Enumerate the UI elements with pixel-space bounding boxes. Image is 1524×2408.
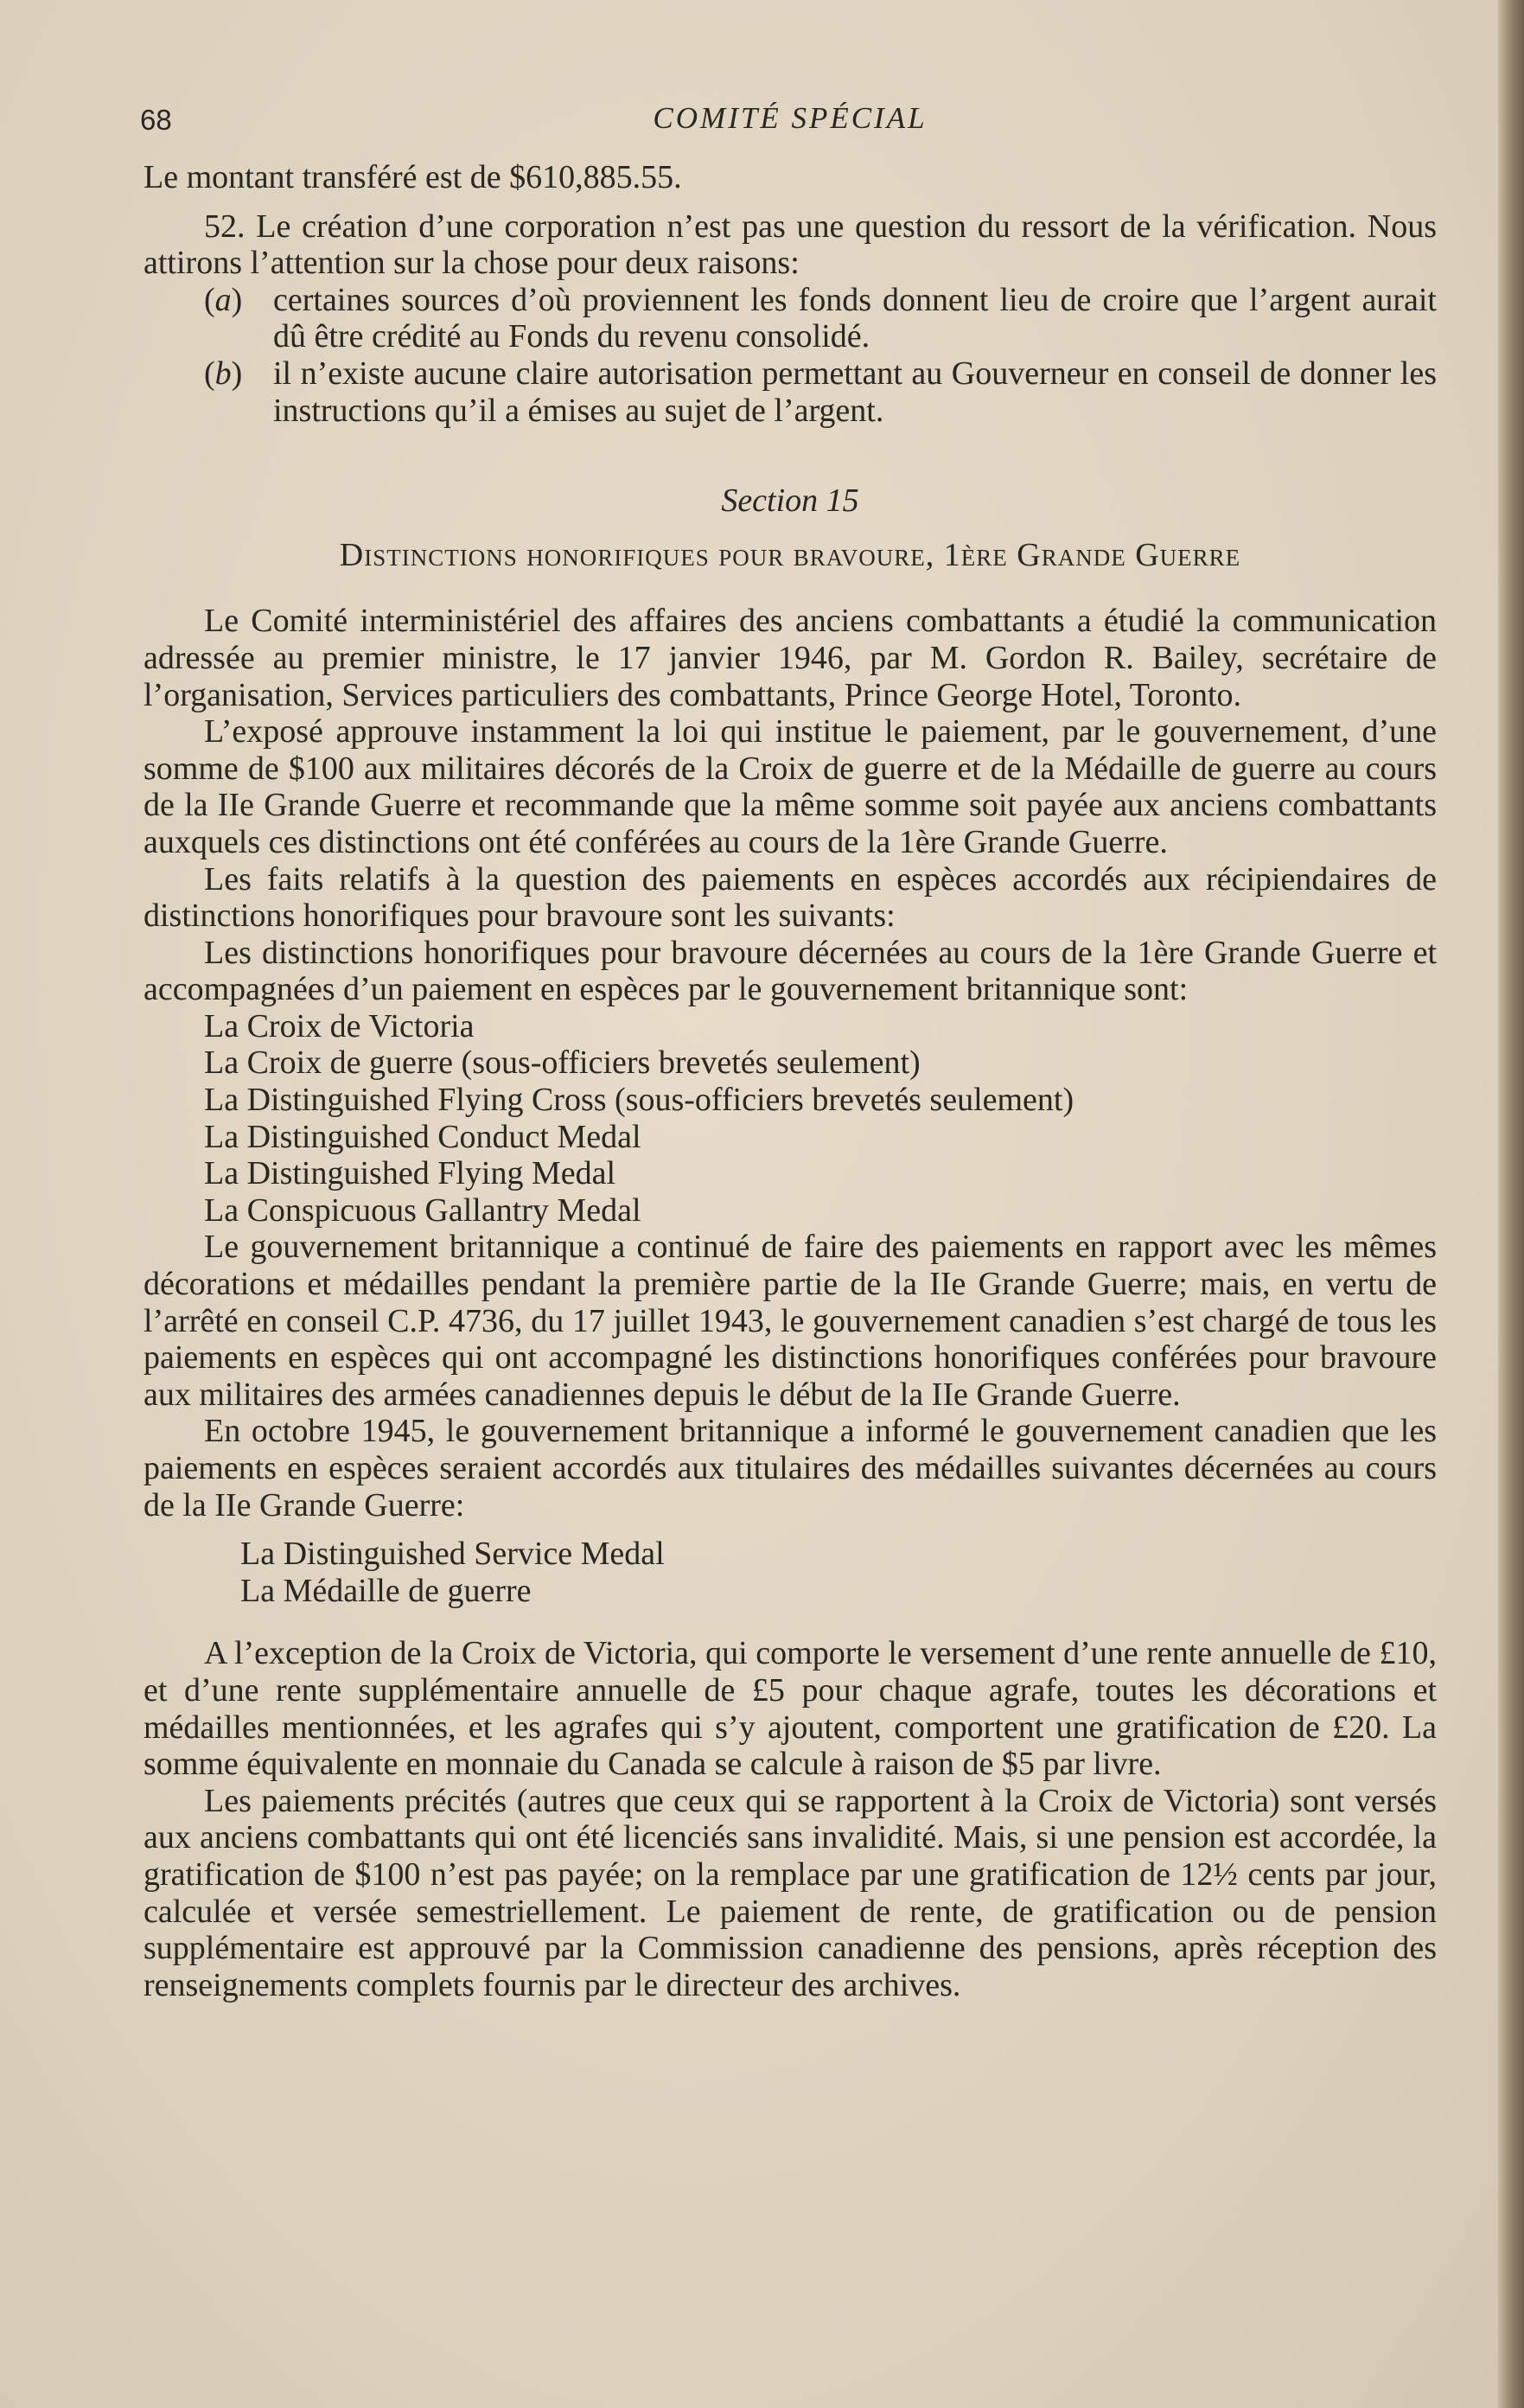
page-number: 68 <box>140 104 172 136</box>
clause-marker: (a) <box>204 281 243 318</box>
clause-text: certaines sources d’où proviennent les fonds donnent lieu de croire que l’argent aurait dû être crédité au Fonds du revenu consolidé. <box>273 281 1437 355</box>
ww1-decorations-list <box>143 1008 1437 1230</box>
list-item: La Distinguished Flying Medal <box>204 1155 616 1192</box>
paragraph-52: 52. Le création d’une corporation n’est pas une question du ressort de la vérification. Nous attirons l’attention sur la chose pour deux raisons: <box>143 208 1437 282</box>
list-item: La Médaille de guerre <box>240 1572 532 1609</box>
running-head: COMITÉ SPÉCIAL <box>653 101 928 135</box>
paragraph: A l’exception de la Croix de Victoria, qui comporte le versement d’une rente annuelle de £10, et d’une rente supplémentaire annuelle de £5 pour chaque agrafe, toutes les décorations et médailles mentionnées, et les agrafes qui s’y ajoutent, comportent une gratification de £20. La somme équivalente en monnaie du Canada se calcule à raison de $5 par livre. <box>143 1635 1437 1783</box>
list-item: La Distinguished Conduct Medal <box>204 1118 641 1155</box>
book-spine-shadow <box>1498 0 1524 2408</box>
ww2-medals-list <box>143 1536 1437 1609</box>
list-item: La Distinguished Flying Cross (sous-officiers brevetés seulement) <box>204 1082 1074 1119</box>
list-item: La Croix de Victoria <box>204 1007 475 1044</box>
paragraph: Les distinctions honorifiques pour bravoure décernées au cours de la 1ère Grande Guerre et accompagnées d’un paiement en espèces par le gouvernement britannique sont: <box>143 934 1437 1008</box>
page-header <box>140 86 1437 159</box>
paragraph: Le Comité interministériel des affaires des anciens combattants a étudié la communication adressée au premier ministre, le 17 janvier 1946, par M. Gordon R. Bailey, secrétaire de l’organisation, Services particuliers des combattants, Prince George Hotel, Toronto. <box>143 603 1437 713</box>
clause-marker: (b) <box>204 354 243 392</box>
clause-text: il n’existe aucune claire autorisation permettant au Gouverneur en conseil de donner les instructions qu’il a émises au sujet de l’argent. <box>273 354 1437 429</box>
section-heading: Distinctions honorifiques pour bravoure, 1ère Grande Guerre <box>339 536 1241 573</box>
paragraph: En octobre 1945, le gouvernement britannique a informé le gouvernement canadien que les paiements en espèces seraient accordés aux titulaires des médailles suivantes décernées au cours de la IIe Grande Guerre: <box>143 1413 1437 1523</box>
opening-line: Le montant transféré est de $610,885.55. <box>143 159 682 195</box>
paragraph: L’exposé approuve instamment la loi qui institue le paiement, par le gouvernement, d’une somme de $100 aux militaires décorés de la Croix de guerre et de la Médaille de guerre au cours de la IIe Grande Guerre et recommande que la même somme soit payée aux anciens combattants auxquels ces distinctions ont été conférées au cours de la 1ère Grande Guerre. <box>143 713 1437 860</box>
page-body <box>140 86 1437 2003</box>
list-item: La Distinguished Service Medal <box>240 1536 665 1573</box>
list-item: La Croix de guerre (sous-officiers brevetés seulement) <box>204 1044 921 1082</box>
paragraph: Les faits relatifs à la question des paiements en espèces accordés aux récipiendaires de distinctions honorifiques pour bravoure sont les suivants: <box>143 860 1437 935</box>
clause-a <box>204 282 1437 355</box>
paragraph: Le gouvernement britannique a continué de faire des paiements en rapport avec les mêmes décorations et médailles pendant la première partie de la IIe Grande Guerre; mais, en vertu de l’arrêté en conseil C.P. 4736, du 17 juillet 1943, le gouvernement canadien s’est chargé de tous les paiements en espèces qui ont accompagné les distinctions honorifiques conférées pour bravoure aux militaires des armées canadiennes depuis le début de la IIe Grande Guerre. <box>143 1229 1437 1413</box>
clause-b <box>204 355 1437 429</box>
list-item: La Conspicuous Gallantry Medal <box>204 1191 641 1229</box>
paragraph: Les paiements précités (autres que ceux qui se rapportent à la Croix de Victoria) sont versés aux anciens combattants qui ont été licenciés sans invalidité. Mais, si une pension est accordée, la gratification de $100 n’est pas payée; on la remplace par une gratification de 12½ cents par jour, calculée et versée semestriellement. Le paiement de rente, de gratification ou de pension supplémentaire est approuvé par la Commission canadienne des pensions, après réception des renseignements complets fournis par le directeur des archives. <box>143 1782 1437 2003</box>
section-title: Section 15 <box>721 482 859 520</box>
